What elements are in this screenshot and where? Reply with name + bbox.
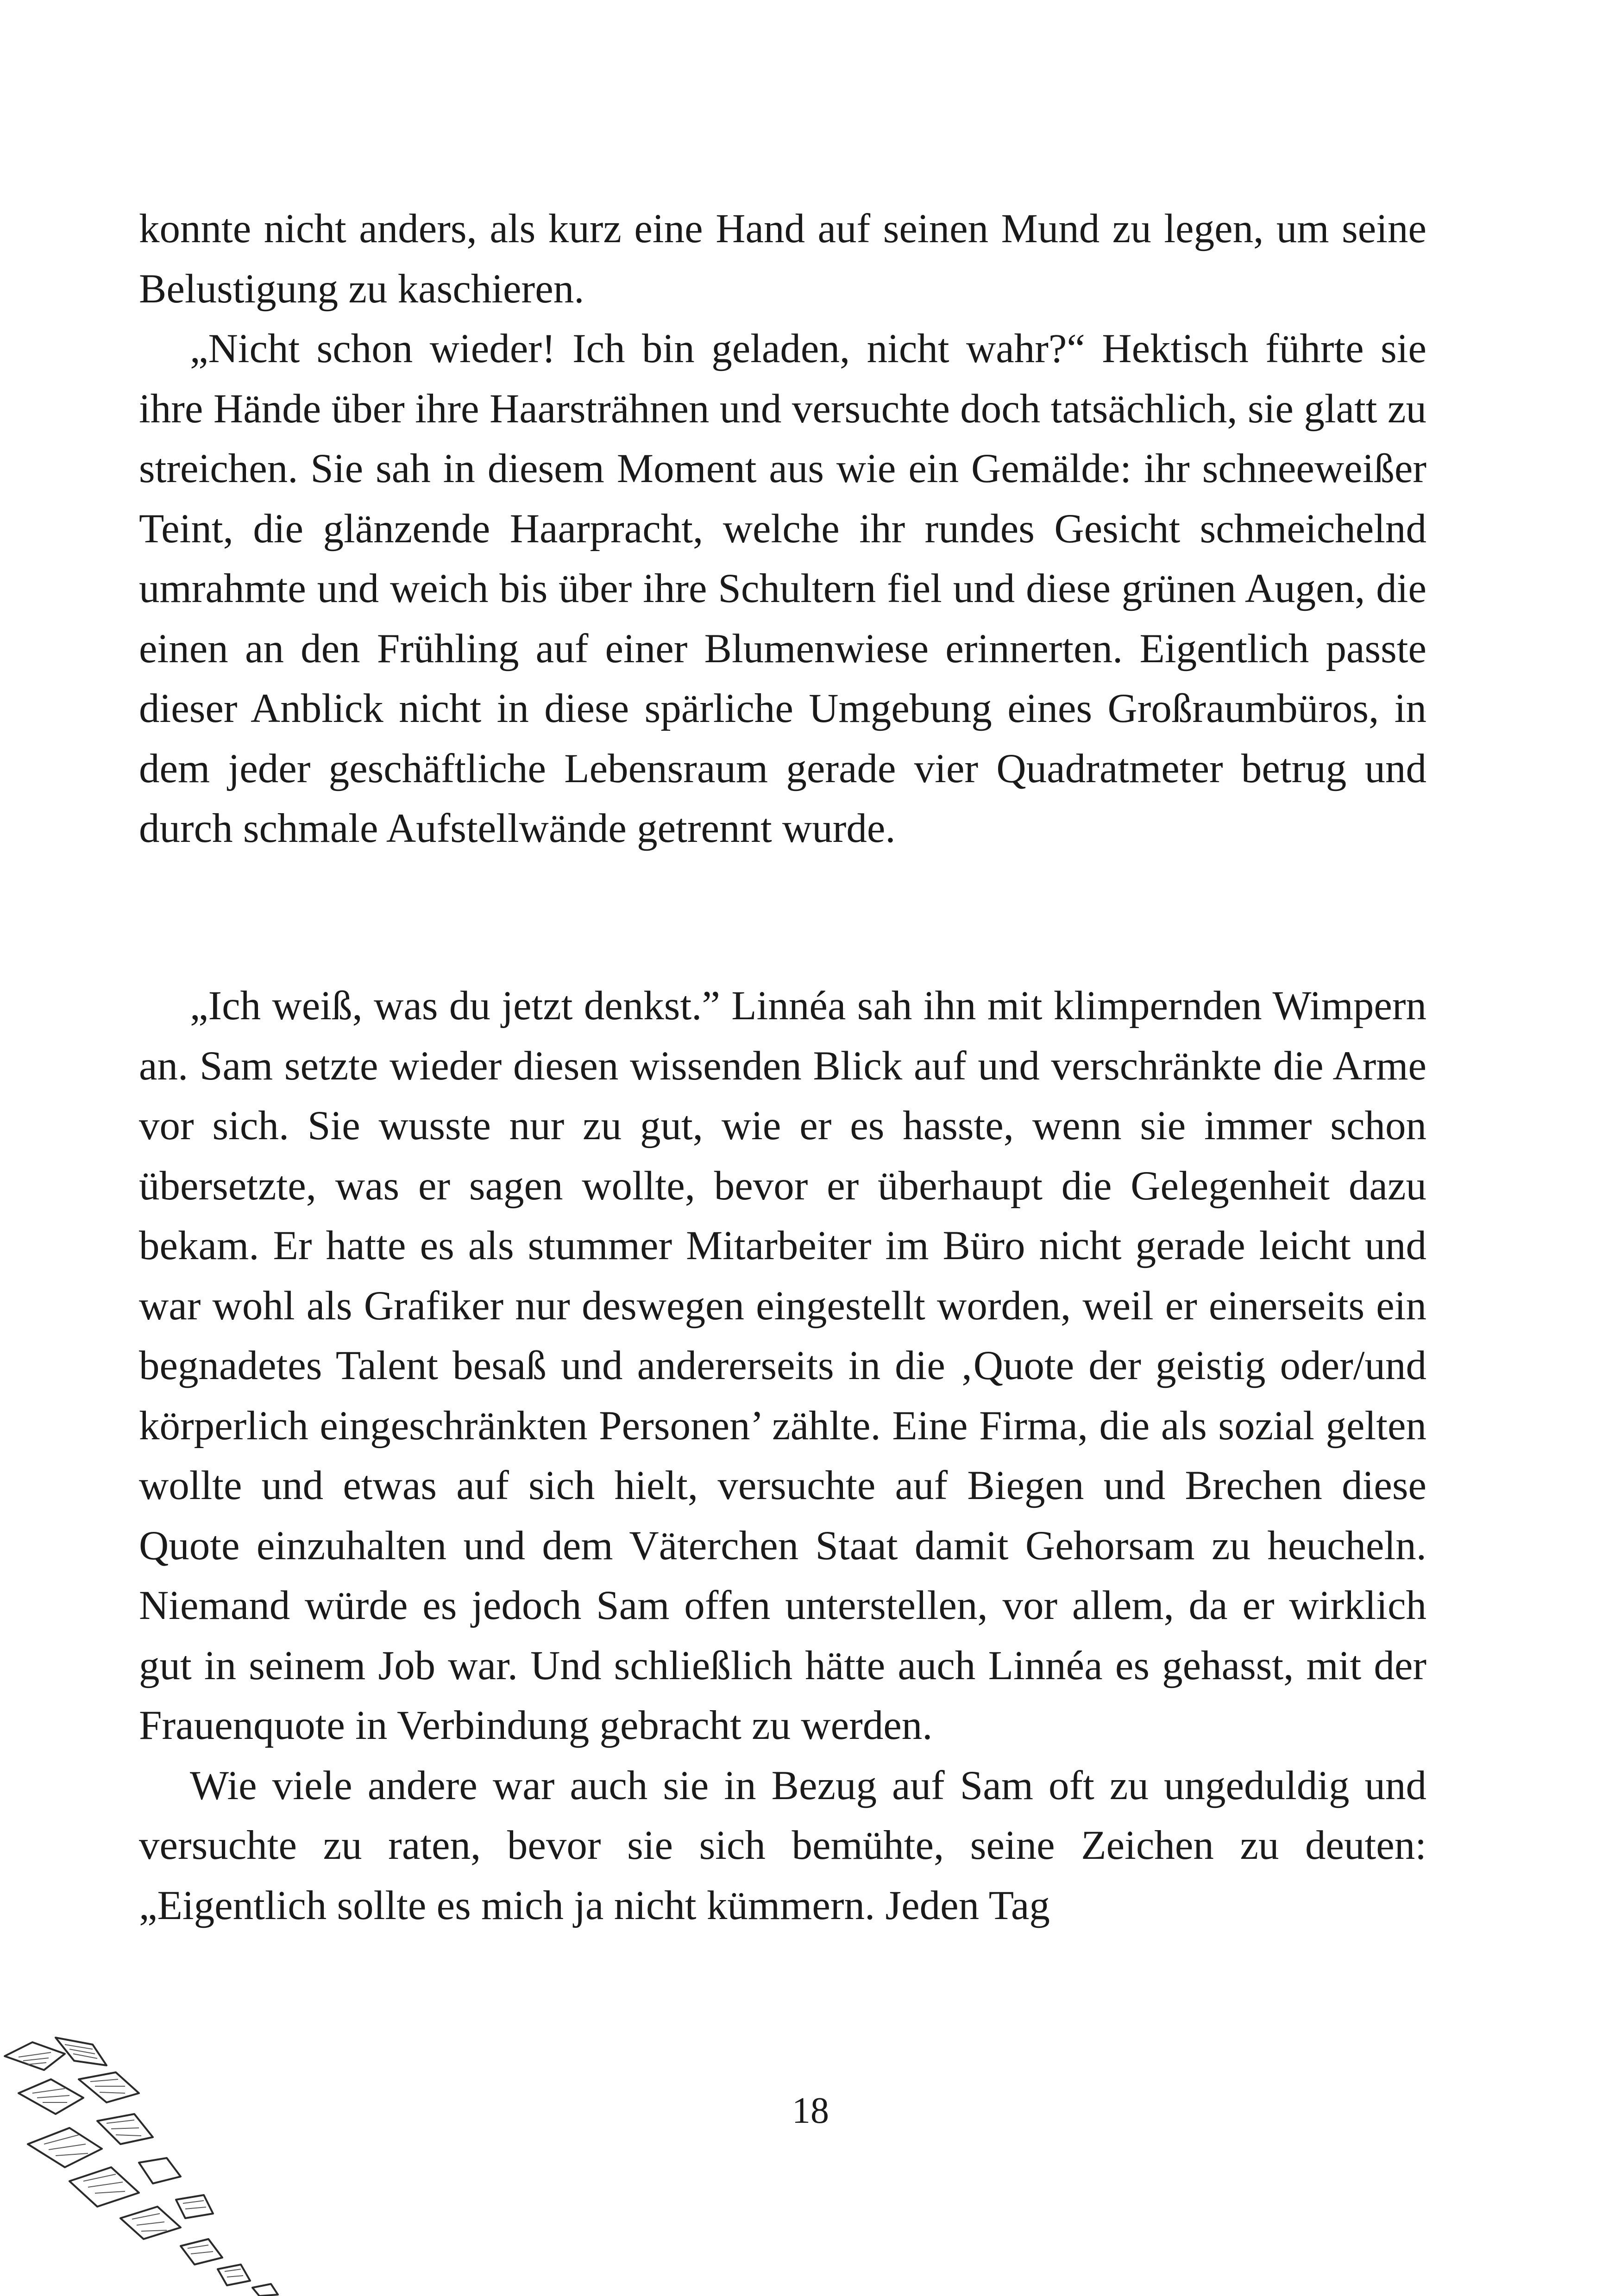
page-number: 18	[792, 2090, 829, 2131]
text-section-top	[139, 199, 1426, 859]
paragraph-continuation: konnte nicht anders, als kurz eine Hand auf seinen Mund zu legen, um seine Belustigung zu kaschieren.	[139, 206, 1426, 312]
text-section-bottom	[139, 976, 1426, 1936]
paragraph: „Ich weiß, was du jetzt denkst.” Linnéa sah ihn mit klimpernden Wimpern an. Sam setzte wieder diesen wissenden Blick auf und verschränkte die Arme vor sich. Sie wusste nur zu gut, wie er es hasste, wenn sie immer schon übersetzte, was er sagen wollte, bevor er überhaupt die Gelegenheit dazu bekam. Er hatte es als stummer Mitarbeiter im Büro nicht gerade leicht und war wohl als Grafiker nur deswegen eingestellt worden, weil er einerseits ein begnadetes Talent besaß und andererseits in die ‚Quote der geistig oder/und körperlich eingeschränkten Personen’ zählte. Eine Firma, die als sozial gelten wollte und etwas auf sich hielt, versuchte auf Biegen und Brechen diese Quote einzuhalten und dem Väterchen Staat damit Gehorsam zu heucheln. Niemand würde es jedoch Sam offen unterstellen, vor allem, da er wirklich gut in seinem Job war. Und schließlich hätte auch Linnéa es gehasst, mit der Frauenquote in Verbindung gebracht zu werden.	[139, 983, 1426, 1748]
paragraph: „Nicht schon wieder! Ich bin geladen, nicht wahr?“ Hektisch führte sie ihre Hände über ihre Haarsträhnen und versuchte doch tatsächlich, sie glatt zu streichen. Sie sah in diesem Moment aus wie ein Gemälde: ihr schneeweißer Teint, die glänzende Haarpracht, welche ihr rundes Gesicht schmeichelnd umrahmte und weich bis über ihre Schultern fiel und diese grünen Augen, die einen an den Frühling auf einer Blumenwiese erinnerten. Eigentlich passte dieser Anblick nicht in diese spärliche Umgebung eines Großraumbüros, in dem jeder geschäftliche Lebensraum gerade vier Quadratmeter betrug und durch schmale Aufstellwände getrennt wurde.	[139, 326, 1426, 851]
paragraph: Wie viele andere war auch sie in Bezug auf Sam oft zu ungeduldig und versuchte zu raten, bevor sie sich bemühte, seine Zeichen zu deuten: „Eigentlich sollte es mich ja nicht kümmern. Jeden Tag	[139, 1763, 1426, 1928]
flying-papers-ornament-icon	[0, 2028, 296, 2296]
